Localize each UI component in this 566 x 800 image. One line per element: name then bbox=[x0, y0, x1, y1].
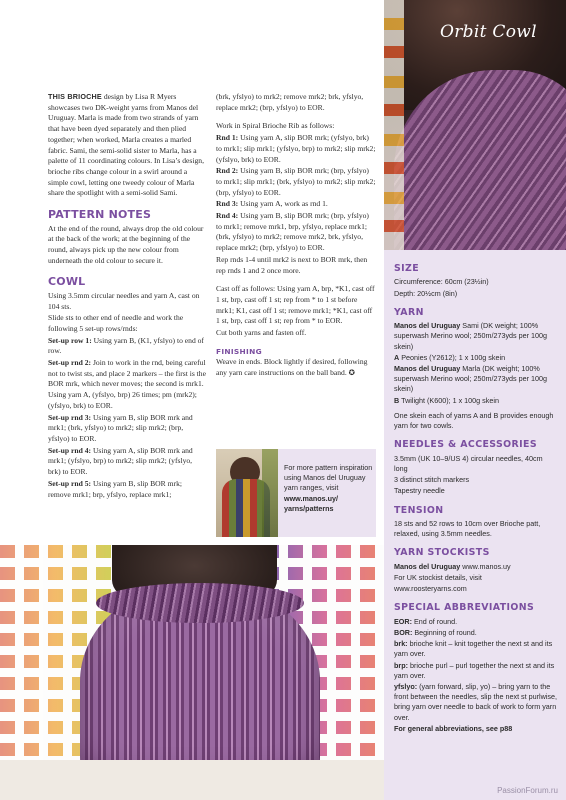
yarn-line: Manos del Uruguay Sami (DK weight; 100% superwash Merino wool; 250m/273yds per 100g skein) bbox=[394, 321, 548, 351]
pattern-notes-heading: PATTERN NOTES bbox=[48, 208, 152, 222]
size-heading: SIZE bbox=[394, 263, 420, 274]
page-title: Orbit Cowl bbox=[440, 22, 537, 42]
round-instruction: Rnd 4: Using yarn B, slip BOR mrk; (brp, yfslyo) to mrk1; remove mrk1, brp, yfslyo, replace mrk1; (brk, yfslyo) to mrk2; remove mrk2, brk, yfslyo, replace mrk2; (brp, yfslyo) to EOR. bbox=[216, 211, 369, 253]
round-instruction: Rnd 3: Using yarn A, work as rnd 1. bbox=[216, 199, 328, 209]
cowl-heading: COWL bbox=[48, 275, 86, 289]
stockist-link[interactable]: www.roosteryarns.com bbox=[394, 584, 467, 594]
abbreviation: brp: brioche purl – purl together the next st and its yarn over. bbox=[394, 660, 555, 680]
pattern-notes-text: At the end of the round, always drop the old colour at the back of the work; at the beginning of the round, always pick up the new colour from underneath the old colour to secure it. bbox=[48, 223, 204, 265]
stockist-line: For UK stockist details, visit bbox=[394, 572, 482, 582]
promo-photo-leaves bbox=[262, 449, 278, 537]
setup-row-continued: (brk, yfslyo) to mrk2; remove mrk2; brk, yfslyo, replace mrk2; (brp, yfslyo) to EOR. bbox=[216, 92, 364, 112]
repeat-instruction: Rep rnds 1-4 until mrk2 is next to BOR mrk, then rep rnds 1 and 2 once more. bbox=[216, 254, 368, 275]
main-column-right bbox=[216, 92, 376, 380]
tension-heading: TENSION bbox=[394, 504, 444, 516]
size-line: Circumference: 60cm (23½in) bbox=[394, 277, 489, 287]
cowl-intro: Using 3.5mm circular needles and yarn A, cast on 104 sts. bbox=[48, 290, 200, 311]
cowl-slide: Slide sts to other end of needle and work the following 5 set-up rows/rnds: bbox=[48, 313, 184, 333]
cast-off-instruction: Cast off as follows: Using yarn A, brp, *K1, cast off 1 st, brp, cast off 1 st; rep from * to 1 st before mrk1; K1, cast off 1 st; remove mrk1; *K1, cast off 1 st, brp, cast off 1 st; rep from * to EOR. bbox=[216, 284, 375, 326]
setup-row: Set-up rnd 5: Using yarn B, slip BOR mrk; remove mrk1; brp, yfslyo, replace mrk1; bbox=[48, 478, 182, 499]
yarn-line: A Peonies (Y2612); 1 x 100g skein bbox=[394, 352, 506, 362]
abbreviation: yfslyo: (yarn forward, slip, yo) – bring yarn to the front between the needles, slip the next st purlwise, bring yarn over needle to back of work to form yarn over. bbox=[394, 681, 558, 722]
size-line: Depth: 20½cm (8in) bbox=[394, 288, 458, 298]
watermark: PassionForum.ru bbox=[497, 785, 558, 795]
promo-box bbox=[216, 449, 376, 537]
main-column-left bbox=[48, 92, 206, 501]
abbreviations-heading: SPECIAL ABBREVIATIONS bbox=[394, 602, 535, 614]
finishing-text: Weave in ends. Block lightly if desired, following any yarn care instructions on the ball band. ✪ bbox=[216, 357, 368, 377]
promo-link[interactable]: www.manos.uy/ yarns/patterns bbox=[284, 493, 339, 513]
abbreviation: EOR: End of round. bbox=[394, 616, 458, 626]
needles-heading: NEEDLES & ACCESSORIES bbox=[394, 439, 538, 451]
needles-line: 3 distinct stitch markers bbox=[394, 475, 470, 485]
needles-line: Tapestry needle bbox=[394, 486, 445, 496]
round-instruction: Rnd 1: Using yarn A, slip BOR mrk; (yfslyo, brk) to mrk1; slip mrk1; (yfslyo, brp) to mrk2; slip mrk2; (yfslyo, brk) to EOR. bbox=[216, 133, 376, 164]
cut-instruction: Cut both yarns and fasten off. bbox=[216, 328, 307, 338]
promo-text: For more pattern inspiration using Manos del Uruguay yarn ranges, visit www.manos.uy/ yarns/patterns bbox=[284, 463, 373, 513]
abbreviation: BOR: Beginning of round. bbox=[394, 627, 477, 637]
photo-model-shirt bbox=[0, 760, 384, 800]
promo-photo bbox=[216, 449, 278, 537]
yarn-heading: YARN bbox=[394, 306, 424, 318]
intro-text: design by Lisa R Myers showcases two DK-weight yarns from Manos del Uruguay. Marla is made from two strands of yarn that have been dyed separately and then plied together; when worked, Marla creates a marled fabric. Sami, the semi-solid sister to Marla, has a palette of 11 coordinating colours. In Lisa’s design, brioche ribs change colour in a swirl around a simple cowl, letting one tweedy colour of Marla share the spotlight with a semi-solid Sami. bbox=[48, 92, 204, 198]
tension-text: 18 sts and 52 rows to 10cm over Brioche patt, relaxed, using 3.5mm needles. bbox=[394, 518, 541, 539]
yarn-line: B Twilight (K600); 1 x 100g skein bbox=[394, 395, 499, 405]
yarn-note: One skein each of yarns A and B provides enough yarn for two cowls. bbox=[394, 410, 554, 431]
setup-row: Set-up rnd 3: Using yarn B, slip BOR mrk and mrk1; (brk, yfslyo) to mrk2; slip mrk2; (brp, yfslyo) to EOR. bbox=[48, 412, 193, 443]
photo-background-tiles bbox=[384, 0, 404, 250]
general-abbreviations-ref: For general abbreviations, see p88 bbox=[394, 723, 513, 733]
stockists-heading: YARN STOCKISTS bbox=[394, 547, 490, 559]
abbreviations-section bbox=[394, 601, 558, 734]
setup-row: Set-up rnd 2: Join to work in the rnd, being careful not to twist sts, and place 2 markers – the first is the BOR mrk, which never moves; the second is mrk1. Using yarn A, (yfslyo, brp) 26 times; pm (mrk2); (yfslyo, brk) to EOR. bbox=[48, 358, 206, 410]
spiral-intro: Work in Spiral Brioche Rib as follows: bbox=[216, 121, 335, 131]
tension-section bbox=[394, 504, 558, 540]
round-instruction: Rnd 2: Using yarn B, slip BOR mrk; (brp, yfslyo) to mrk1; slip mrk1; (brk, yfslyo) to mrk2; slip mrk2; (brp, yfslyo) to EOR. bbox=[216, 166, 376, 197]
yarn-line: Manos del Uruguay Marla (DK weight; 100% superwash Merino wool; 250m/273yds per 100g skein) bbox=[394, 364, 548, 394]
setup-row: Set-up rnd 4: Using yarn A, slip BOR mrk and mrk1; (yfslyo, brp) to mrk2; slip mrk2; (yfslyo, brk) to EOR. bbox=[48, 445, 193, 477]
end-mark-icon: ✪ bbox=[348, 367, 356, 377]
stockist-line: Manos del Uruguay www.manos.uy bbox=[394, 561, 511, 571]
abbreviation: brk: brioche knit – knit together the next st and its yarn over. bbox=[394, 639, 553, 659]
intro-paragraph bbox=[48, 92, 206, 199]
pattern-info-sidebar bbox=[384, 250, 566, 800]
finishing-heading: FINISHING bbox=[216, 346, 262, 356]
size-section bbox=[394, 262, 558, 299]
yarn-section bbox=[394, 306, 558, 432]
intro-lead: THIS BRIOCHE bbox=[48, 92, 102, 101]
stockists-section bbox=[394, 546, 558, 594]
photo-cowl-top-edge bbox=[96, 583, 304, 623]
needles-line: 3.5mm (UK 10–9/US 4) circular needles, 40cm long bbox=[394, 453, 543, 473]
cowl-photo-bottom bbox=[0, 545, 384, 800]
setup-row: Set-up row 1: Using yarn B, (K1, yfslyo) to end of row. bbox=[48, 335, 204, 356]
needles-section bbox=[394, 438, 558, 496]
